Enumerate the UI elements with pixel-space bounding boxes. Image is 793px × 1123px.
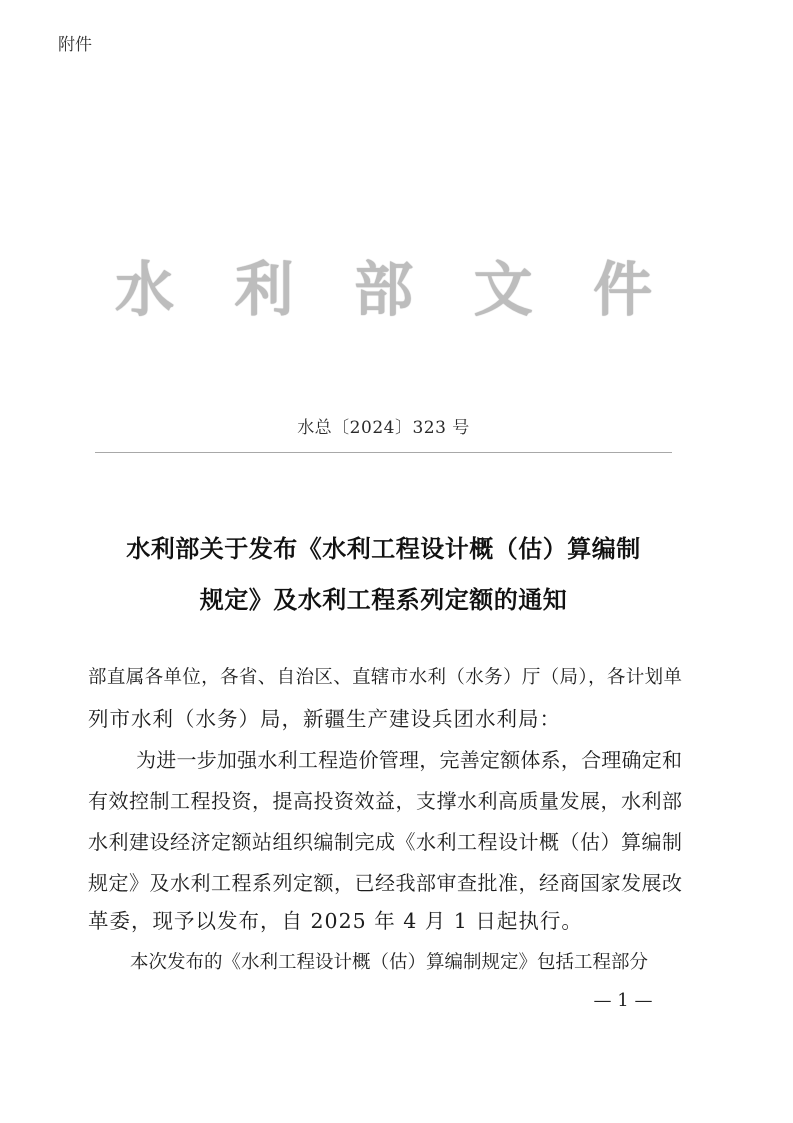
masthead-title: 水 利 部 文 件: [115, 255, 673, 324]
header-divider: [95, 452, 672, 453]
document-number: 水总〔2024〕323 号: [297, 418, 470, 438]
salutation-line: 列市水利（水务）局，新疆生产建设兵团水利局：: [88, 707, 561, 731]
page-number: — 1 —: [593, 990, 653, 1011]
salutation-line: 部直属各单位，各省、自治区、直辖市水利（水务）厅（局），各计划单: [88, 667, 682, 688]
notice-title-line: 规定》及水利工程系列定额的通知: [199, 585, 568, 614]
attachment-label: 附件: [58, 35, 92, 55]
paragraph-line: 革委，现予以发布，自 2025 年 4 月 1 日起执行。: [88, 909, 583, 933]
paragraph-line: 本次发布的《水利工程设计概（估）算编制规定》包括工程部分: [130, 952, 648, 973]
notice-title-line: 水利部关于发布《水利工程设计概（估）算编制: [126, 534, 641, 563]
paragraph-line: 为进一步加强水利工程造价管理，完善定额体系，合理确定和: [136, 748, 682, 772]
paragraph-line: 水利建设经济定额站组织编制完成《水利工程设计概（估）算编制: [88, 830, 682, 854]
paragraph-line: 有效控制工程投资，提高投资效益，支撑水利高质量发展，水利部: [88, 789, 682, 813]
paragraph-line: 规定》及水利工程系列定额，已经我部审查批准，经商国家发展改: [88, 871, 682, 895]
